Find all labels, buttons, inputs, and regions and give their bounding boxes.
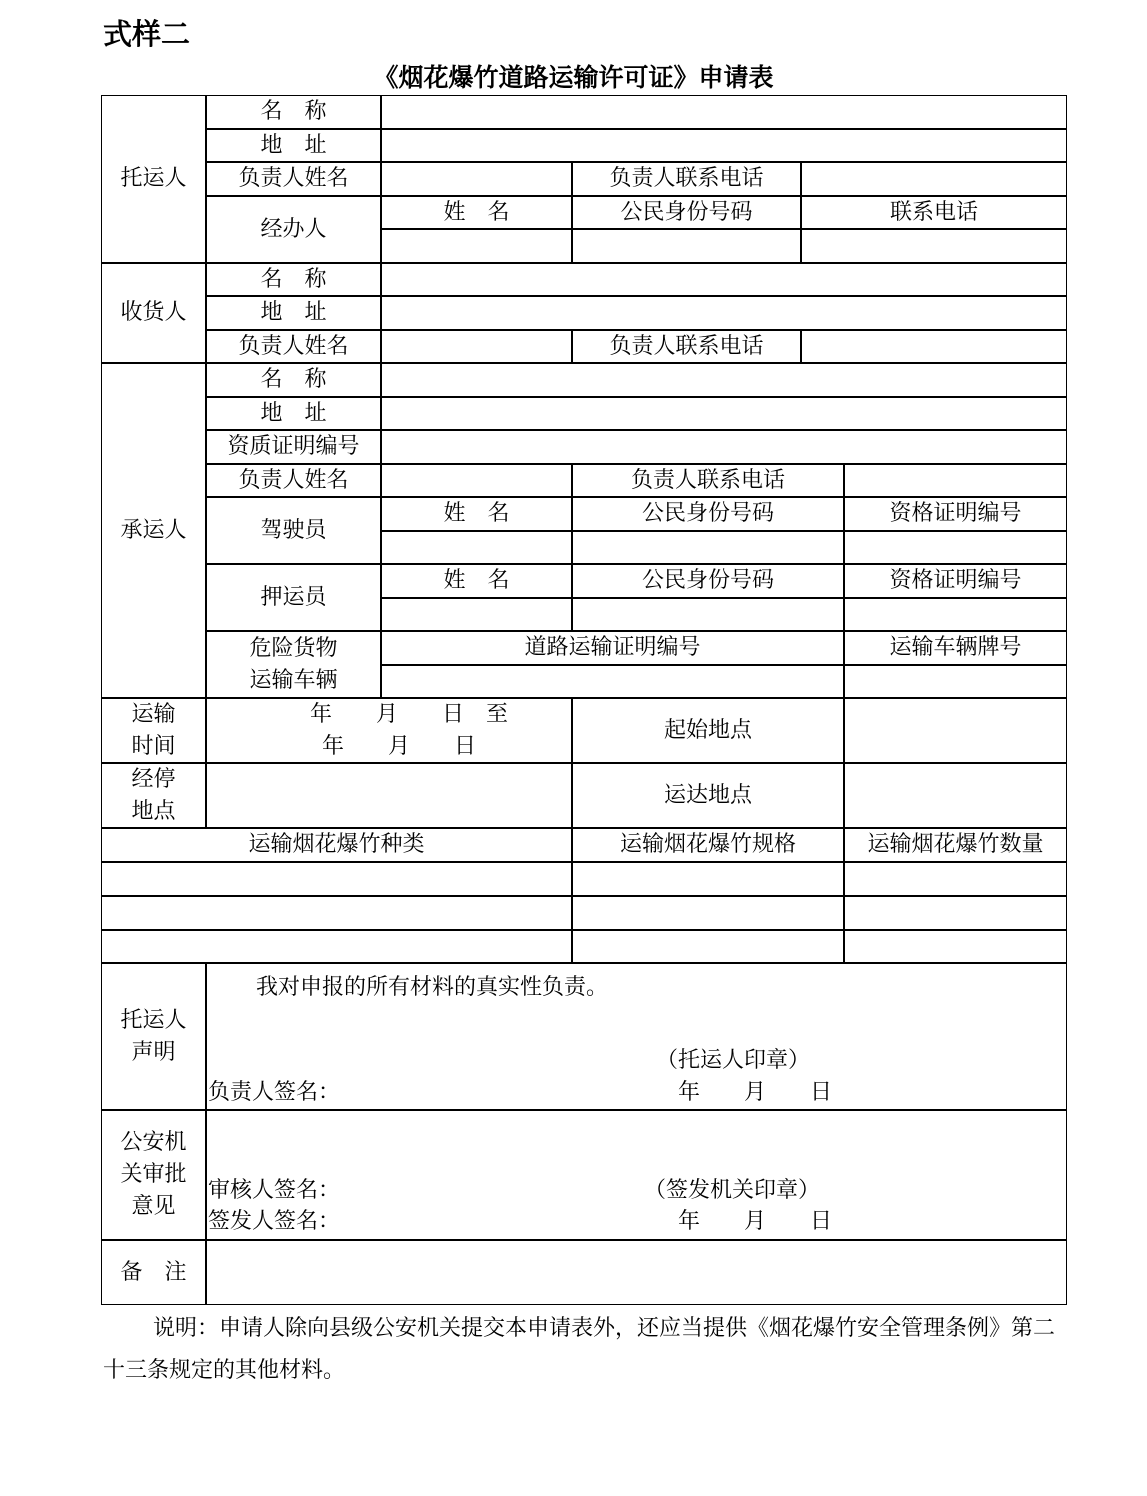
date-to: 年 月 日 <box>321 733 476 759</box>
driver-col-cert <box>844 497 1067 531</box>
destination-field[interactable] <box>844 763 1067 828</box>
destination-label-text: 运达地点 <box>663 782 752 808</box>
vehicle-label-line1: 危险货物 <box>249 635 338 661</box>
start-location-label <box>572 698 844 763</box>
shipper-handler-label-text: 经办人 <box>260 216 327 242</box>
shipper-manager-name-field[interactable] <box>381 162 572 196</box>
manager-signature-label: 负责人签名： <box>208 1080 341 1105</box>
carrier-address-field[interactable] <box>381 397 1067 430</box>
consignee-manager-name-field[interactable] <box>381 330 572 363</box>
goods-type-field-3[interactable] <box>101 930 572 963</box>
escort-col-cert-text: 资格证明编号 <box>889 568 1022 593</box>
transport-time-line2: 时间 <box>131 733 176 759</box>
stopover-label <box>101 763 206 828</box>
carrier-address-label-text: 地 址 <box>260 400 327 426</box>
plate-field[interactable] <box>844 665 1067 698</box>
shipper-seal: （托运人印章） <box>656 1048 811 1073</box>
carrier-name-label-text: 名 称 <box>260 367 327 392</box>
driver-col-id <box>572 497 844 531</box>
declaration-date: 年 月 日 <box>678 1080 833 1105</box>
issuer-signature-label: 签发人签名： <box>208 1209 341 1234</box>
shipper-handler-name-field[interactable] <box>381 229 572 263</box>
carrier-manager-phone-field[interactable] <box>844 464 1067 497</box>
driver-col-id-text: 公民身份号码 <box>641 501 774 526</box>
consignee-manager-phone-field[interactable] <box>801 330 1067 363</box>
declaration-label-line1: 托运人 <box>120 1007 187 1033</box>
shipper-handler-col-name-text: 姓 名 <box>443 199 510 225</box>
goods-type-field-2[interactable] <box>101 896 572 930</box>
shipper-manager-phone-label-text: 负责人联系电话 <box>609 166 764 191</box>
vehicle-label <box>206 631 381 698</box>
shipper-manager-phone-label <box>572 162 801 196</box>
stopover-field[interactable] <box>206 763 572 828</box>
escort-col-id <box>572 564 844 598</box>
shipper-label-text: 托运人 <box>120 166 187 191</box>
date-from: 年 月 日 至 <box>309 701 508 727</box>
consignee-name-label-text: 名 称 <box>260 266 327 292</box>
shipper-name-field[interactable] <box>381 95 1067 129</box>
goods-spec-field-3[interactable] <box>572 930 844 963</box>
escort-col-id-text: 公民身份号码 <box>641 568 774 593</box>
goods-spec-header-text: 运输烟花爆竹规格 <box>619 832 796 857</box>
shipper-handler-col-phone <box>801 196 1067 229</box>
transport-time-field[interactable] <box>206 698 572 763</box>
police-label <box>101 1110 206 1240</box>
consignee-manager-phone-label-text: 负责人联系电话 <box>609 333 764 359</box>
road-cert-header <box>381 631 844 665</box>
driver-col-name <box>381 497 572 531</box>
goods-qty-header-text: 运输烟花爆竹数量 <box>867 832 1044 857</box>
consignee-manager-name-label <box>206 330 381 363</box>
carrier-manager-name-label-text: 负责人姓名 <box>238 467 349 493</box>
declaration-label <box>101 963 206 1110</box>
shipper-handler-col-id-text: 公民身份号码 <box>620 199 753 225</box>
declaration-label-line2: 声明 <box>131 1039 176 1065</box>
shipper-address-label <box>206 129 381 162</box>
shipper-address-field[interactable] <box>381 129 1067 162</box>
driver-cert-field[interactable] <box>844 531 1067 564</box>
plate-header-text: 运输车辆牌号 <box>889 635 1022 660</box>
stopover-line1: 经停 <box>131 766 176 792</box>
consignee-manager-name-label-text: 负责人姓名 <box>238 333 349 359</box>
transport-time-line1: 运输 <box>131 701 176 727</box>
escort-label <box>206 564 381 631</box>
carrier-label-text: 承运人 <box>120 517 187 543</box>
police-label-line3: 意见 <box>131 1194 176 1219</box>
goods-qty-field-2[interactable] <box>844 896 1067 930</box>
carrier-label <box>101 363 206 698</box>
escort-name-field[interactable] <box>381 598 572 631</box>
police-label-line2: 关审批 <box>120 1162 187 1187</box>
consignee-address-label-text: 地 址 <box>260 300 327 325</box>
shipper-name-label-text: 名 称 <box>260 99 327 124</box>
carrier-qualification-field[interactable] <box>381 430 1067 464</box>
driver-name-field[interactable] <box>381 531 572 564</box>
carrier-manager-name-label <box>206 464 381 497</box>
carrier-name-label <box>206 363 381 397</box>
driver-label-text: 驾驶员 <box>260 517 327 543</box>
instruction-note: 说明：申请人除向县级公安机关提交本申请表外，还应当提供《烟花爆竹安全管理条例》第二十三条规定的其他材料。 <box>103 1316 1056 1383</box>
shipper-handler-col-phone-text: 联系电话 <box>889 199 978 225</box>
escort-id-field[interactable] <box>572 598 844 631</box>
shipper-manager-name-label <box>206 162 381 196</box>
carrier-address-label <box>206 397 381 430</box>
driver-col-name-text: 姓 名 <box>443 501 510 526</box>
goods-qty-field-1[interactable] <box>844 862 1067 896</box>
shipper-handler-id-field[interactable] <box>572 229 801 263</box>
destination-label <box>572 763 844 828</box>
transport-time-label <box>101 698 206 763</box>
declaration-text: 我对申报的所有材料的真实性负责。 <box>256 975 609 1000</box>
shipper-name-label <box>206 95 381 129</box>
shipper-manager-phone-field[interactable] <box>801 162 1067 196</box>
escort-col-name <box>381 564 572 598</box>
consignee-manager-phone-label <box>572 330 801 363</box>
remarks-label <box>101 1240 206 1305</box>
plate-header <box>844 631 1067 665</box>
issuing-authority-seal: （签发机关印章） <box>644 1178 821 1203</box>
start-location-label-text: 起始地点 <box>663 717 752 743</box>
goods-type-header <box>101 828 572 862</box>
style-label: 式样二 <box>103 17 191 51</box>
police-date: 年 月 日 <box>678 1209 833 1234</box>
carrier-manager-name-field[interactable] <box>381 464 572 497</box>
police-label-line1: 公安机 <box>120 1130 187 1155</box>
driver-col-cert-text: 资格证明编号 <box>889 501 1022 526</box>
stopover-line2: 地点 <box>131 798 176 824</box>
carrier-name-field[interactable] <box>381 363 1067 397</box>
goods-qty-header <box>844 828 1067 862</box>
escort-label-text: 押运员 <box>260 584 327 610</box>
consignee-address-label <box>206 296 381 330</box>
consignee-label <box>101 263 206 363</box>
remarks-label-text: 备 注 <box>120 1259 187 1285</box>
consignee-address-field[interactable] <box>381 296 1067 330</box>
goods-spec-header <box>572 828 844 862</box>
consignee-name-field[interactable] <box>381 263 1067 296</box>
application-form <box>101 95 1067 1305</box>
consignee-name-label <box>206 263 381 296</box>
form-title: 《烟花爆竹道路运输许可证》申请表 <box>373 63 774 92</box>
reviewer-signature-label: 审核人签名： <box>208 1178 341 1203</box>
carrier-manager-phone-label <box>572 464 844 497</box>
consignee-label-text: 收货人 <box>120 300 187 325</box>
shipper-manager-name-label-text: 负责人姓名 <box>238 166 349 191</box>
goods-qty-field-3[interactable] <box>844 930 1067 963</box>
carrier-manager-phone-label-text: 负责人联系电话 <box>630 467 785 493</box>
shipper-handler-col-id <box>572 196 801 229</box>
escort-cert-field[interactable] <box>844 598 1067 631</box>
remarks-field[interactable] <box>206 1240 1067 1305</box>
goods-spec-field-1[interactable] <box>572 862 844 896</box>
escort-col-name-text: 姓 名 <box>443 568 510 593</box>
goods-spec-field-2[interactable] <box>572 896 844 930</box>
driver-label <box>206 497 381 564</box>
shipper-address-label-text: 地 址 <box>260 132 327 158</box>
shipper-label <box>101 95 206 263</box>
road-cert-header-text: 道路运输证明编号 <box>524 635 701 660</box>
goods-type-header-text: 运输烟花爆竹种类 <box>248 832 425 857</box>
goods-type-field-1[interactable] <box>101 862 572 896</box>
carrier-qualification-label-text: 资质证明编号 <box>227 434 360 459</box>
road-cert-field[interactable] <box>381 665 844 698</box>
driver-id-field[interactable] <box>572 531 844 564</box>
escort-col-cert <box>844 564 1067 598</box>
carrier-qualification-label <box>206 430 381 464</box>
shipper-handler-phone-field[interactable] <box>801 229 1067 263</box>
start-location-field[interactable] <box>844 698 1067 763</box>
vehicle-label-line2: 运输车辆 <box>249 667 338 693</box>
shipper-handler-label <box>206 196 381 263</box>
shipper-handler-col-name <box>381 196 572 229</box>
